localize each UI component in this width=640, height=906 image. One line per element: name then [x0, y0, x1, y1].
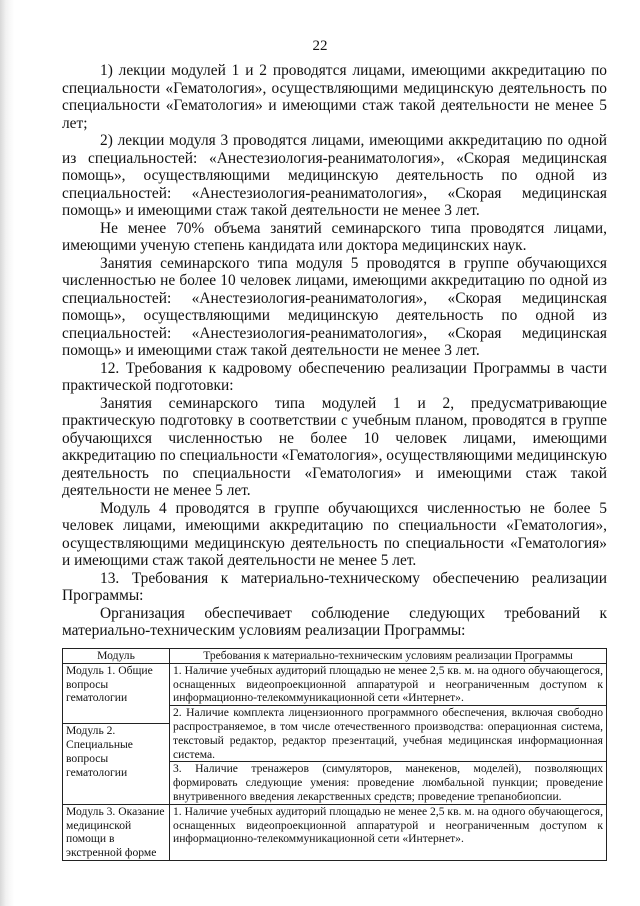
- condition-item: 1. Наличие учебных аудиторий площадью не менее 2,5 кв. м. на одного обучающегося, оснащенных видеопроекционной аппаратурой и неограниченным доступом к информационно-телекоммуникационной сети «Интернет».: [173, 663, 603, 705]
- paragraph-practical-modules-1-2: Занятия семинарского типа модулей 1 и 2, предусматривающие практическую подготовку в соответствии с учебным планом, проводятся в группе обучающихся численностью не более 10 человек лицами, имеющими аккредитацию по специальности «Гематология», осуществляющими медицинскую деятельность по специальности «Гематология» и имеющими стаж такой деятельности не менее 5 лет.: [62, 394, 607, 499]
- paragraph-lectures-module-3: 2) лекции модуля 3 проводятся лицами, имеющими аккредитацию по одной из специальностей: «Анестезиология-реаниматология», «Скорая медицинская помощь», осуществляющими медицинскую деятельность по одной из специальностей: «Анестезиология-реаниматология», «Скорая медицинская помощь» и имеющими стаж такой деятельности не менее 3 лет.: [62, 132, 607, 219]
- condition-item: 1. Наличие учебных аудиторий площадью не менее 2,5 кв. м. на одного обучающегося, оснащенных видеопроекционной аппаратурой и неограниченным доступом к информационно-телекоммуникационной сети «Интернет».: [173, 804, 603, 846]
- header-module: Модуль: [63, 649, 170, 664]
- table-row: [63, 804, 607, 860]
- paragraph-requirements-intro: Организация обеспечивает соблюдение следующих требований к материально-техническим условиям реализации Программы:: [62, 604, 607, 639]
- header-requirements: Требования к материально-техническим условиям реализации Программы: [170, 649, 607, 664]
- condition-item: 3. Наличие тренажеров (симуляторов, манекенов, моделей), позволяющих формировать следующие умения: проведение люмбальной пункции; проведение внутривенного введения лекарственных средств; проведение трепанобиопсии.: [170, 761, 606, 803]
- conditions-cell: [170, 663, 607, 804]
- paragraph-section-12-heading: 12. Требования к кадровому обеспечению реализации Программы в части практической подготовки:: [62, 359, 607, 394]
- table-header-row: [63, 649, 607, 664]
- module-cell: Модуль 3. Оказание медицинской помощи в экстренной форме: [63, 804, 170, 860]
- conditions-cell: [170, 804, 607, 860]
- requirements-table: [62, 648, 607, 861]
- paragraph-seminar-degree: Не менее 70% объема занятий семинарского типа проводятся лицами, имеющими ученую степень кандидата или доктора медицинских наук.: [62, 219, 607, 254]
- module-cell: Модуль 2. Специальные вопросы гематологии: [63, 724, 170, 804]
- condition-item: 2. Наличие комплекта лицензионного программного обеспечения, включая свободно распространяемое, в том числе отечественного производства: операционная система, текстовый редактор, редактор презентаций, учебная медицинская информационная система.: [170, 705, 606, 761]
- document-body: [62, 62, 607, 640]
- table-row: [63, 663, 607, 724]
- module-cell: Модуль 1. Общие вопросы гематологии: [63, 663, 170, 724]
- paragraph-seminar-module-5: Занятия семинарского типа модуля 5 проводятся в группе обучающихся численностью не более 10 человек лицами, имеющими аккредитацию по одной из специальностей: «Анестезиология-реаниматология», «Скорая медицинская помощь», осуществляющими медицинскую деятельность по одной из специальностей: «Анестезиология-реаниматология», «Скорая медицинская помощь» и имеющими стаж такой деятельности не менее 3 лет.: [62, 254, 607, 359]
- paragraph-module-4: Модуль 4 проводятся в группе обучающихся численностью не более 5 человек лицами, имеющими аккредитацию по специальности «Гематология», осуществляющими медицинскую деятельность по специальности «Гематология» и имеющими стаж такой деятельности не менее 5 лет.: [62, 499, 607, 569]
- paragraph-lectures-modules-1-2: 1) лекции модулей 1 и 2 проводятся лицами, имеющими аккредитацию по специальности «Гематология», осуществляющими медицинскую деятельность по специальности «Гематология» и имеющими стаж такой деятельности не менее 5 лет;: [62, 62, 607, 132]
- paragraph-section-13-heading: 13. Требования к материально-техническому обеспечению реализации Программы:: [62, 569, 607, 604]
- page-number: 22: [312, 38, 328, 54]
